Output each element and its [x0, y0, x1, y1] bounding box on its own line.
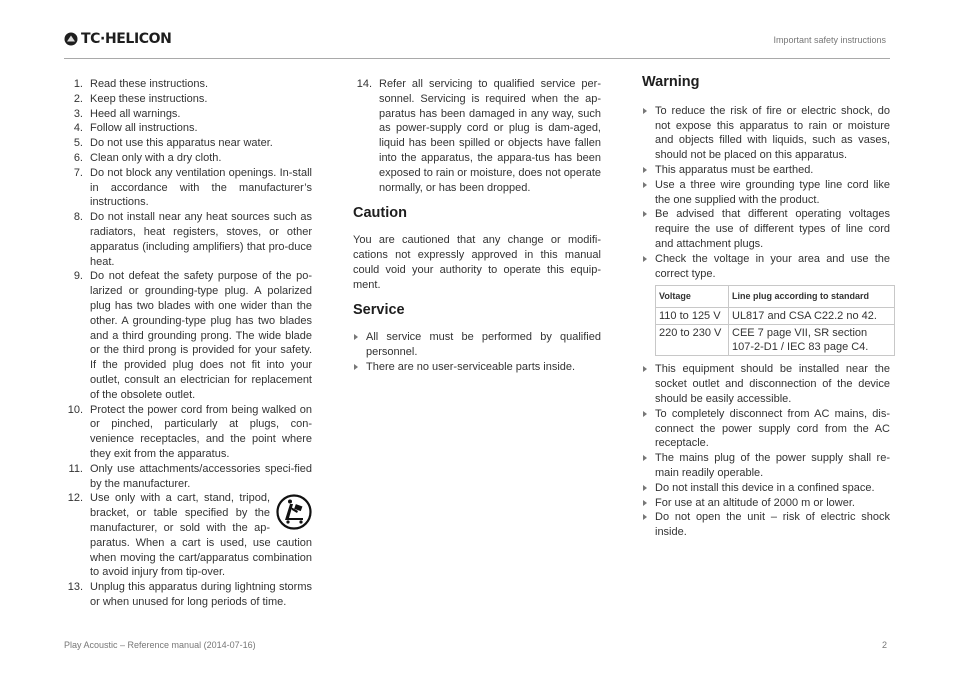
- bullet-triangle-icon: [643, 211, 647, 217]
- warning-heading: Warning: [642, 74, 700, 90]
- table-cell: 110 to 125 V: [656, 308, 729, 325]
- instructions-list: [64, 77, 312, 610]
- bullet-triangle-icon: [643, 167, 647, 173]
- logo-wordmark: TC·HELICON: [81, 31, 172, 47]
- bullet-triangle-icon: [354, 334, 358, 340]
- bullet-triangle-icon: [354, 364, 358, 370]
- list-item: For use at an altitude of 2000 m or lower.: [642, 496, 890, 511]
- brand-logo: [64, 30, 171, 48]
- table-row: [656, 325, 895, 356]
- warning-list-top: [642, 104, 890, 282]
- table-cell: 220 to 230 V: [656, 325, 729, 356]
- table-header-row: [656, 286, 895, 308]
- list-item: 5. Do not use this apparatus near water.: [73, 137, 273, 150]
- bullet-triangle-icon: [643, 108, 647, 114]
- list-item: There are no user-serviceable parts inside.: [353, 360, 601, 375]
- list-item: To reduce the risk of fire or electric shock, do not expose this apparatus to rain or moisture and objects filled with liquids, such as vases, should not be placed on this apparatus.: [642, 104, 890, 163]
- list-item: All service must be performed by qualified personnel.: [353, 330, 601, 360]
- list-item: Do not install this device in a confined space.: [642, 481, 890, 496]
- list-item: 4. Follow all instructions.: [73, 122, 198, 135]
- table-cell: UL817 and CSA C22.2 no 42.: [729, 308, 895, 325]
- list-item: 11. Only use attachments/accessories speci-fied by the manufacturer.: [68, 462, 312, 490]
- list-item: 2. Keep these instructions.: [73, 92, 208, 105]
- cart-tip-over-warning-icon: [276, 493, 312, 531]
- bullet-triangle-icon: [643, 182, 647, 188]
- voltage-table: [655, 285, 895, 356]
- list-item: 13. Unplug this apparatus during lightning storms or when unused for long periods of time.: [67, 581, 312, 608]
- list-item: 6. Clean only with a dry cloth.: [73, 151, 222, 164]
- header-divider: [64, 58, 890, 59]
- list-item: 1. Read these instructions.: [73, 78, 209, 90]
- footer-document-title: Play Acoustic – Reference manual (2014-07-16): [64, 640, 256, 650]
- service-list: [353, 330, 601, 374]
- service-heading: Service: [353, 302, 405, 319]
- bullet-triangle-icon: [643, 485, 647, 491]
- page-number: 2: [881, 640, 887, 650]
- table-header-cell: Line plug according to standard: [729, 286, 895, 308]
- bullet-triangle-icon: [643, 256, 647, 262]
- caution-text: You are cautioned that any change or modifi-cations not expressly approved in this manual could void your authority to operate this equip-ment.: [353, 234, 601, 291]
- instructions-list-continued: [353, 77, 601, 195]
- table-header-cell: Voltage: [656, 286, 729, 308]
- column-3: [642, 74, 890, 540]
- bullet-triangle-icon: [643, 366, 647, 372]
- list-item: The mains plug of the power supply shall re-main readily operable.: [642, 451, 890, 481]
- bullet-triangle-icon: [643, 411, 647, 417]
- list-item: 12. Use only with a cart, stand, tripod, bracket, or table specified by the manufacturer, or sold with the ap-paratus. When a cart is used, use caution when moving the cart/apparatus combination to avoid injury from tip-over.: [67, 492, 312, 579]
- list-item: This apparatus must be earthed.: [642, 163, 890, 178]
- list-item: Use a three wire grounding type line cord like the one supplied with the product.: [642, 178, 890, 208]
- list-item: 7. Do not block any ventilation openings. In-stall in accordance with the manufacturer’s instructions.: [73, 166, 312, 209]
- page-section-title: Important safety instructions: [773, 35, 886, 45]
- list-item: 8. Do not install near any heat sources such as radiators, heat registers, stoves, or other apparatus (including amplifiers) that pro-duce heat.: [73, 211, 312, 268]
- bullet-triangle-icon: [643, 500, 647, 506]
- list-item: Do not open the unit – risk of electric shock inside.: [642, 510, 890, 540]
- list-item: 14. Refer all servicing to qualified service per-sonnel. Servicing is required when the ap-paratus has been damaged in any way, such as power-supply cord or plug is dam-aged, liquid has been spilled or objects have fallen into the apparatus, the appara-tus has been exposed to rain or moisture, does not operate normally, or has been dropped.: [356, 78, 601, 194]
- list-item: 3. Heed all warnings.: [73, 107, 181, 120]
- list-item: 9. Do not defeat the safety purpose of the po-larized or grounding-type plug. A polarized plug has two blades with one wider than the other. A grounding-type plug has two blades and a third grounding prong. The wide blade or the third prong is provided for your safety. If the provided plug does not fit into your outlet, consult an electrician for replacement of the obsolete outlet.: [73, 270, 312, 401]
- list-item: This equipment should be installed near the socket outlet and disconnection of the device should be easily accessible.: [642, 362, 890, 406]
- bullet-triangle-icon: [643, 455, 647, 461]
- bullet-triangle-icon: [643, 514, 647, 520]
- logo-mark-icon: [64, 32, 78, 46]
- column-2: [353, 77, 601, 375]
- list-item: 10. Protect the power cord from being walked on or pinched, particularly at plugs, con-venience receptacles, and the point where they exit from the apparatus.: [67, 403, 312, 460]
- list-item: Be advised that different operating voltages require the use of different types of line cord and attachment plugs.: [642, 207, 890, 251]
- table-cell: CEE 7 page VII, SR section 107-2-D1 / IEC 83 page C4.: [729, 325, 895, 356]
- warning-list-bottom: [642, 362, 890, 540]
- column-1: [64, 77, 312, 610]
- table-row: [656, 308, 895, 325]
- list-item: Check the voltage in your area and use the correct type.: [642, 252, 890, 282]
- list-item: To completely disconnect from AC mains, dis-connect the power supply cord from the AC receptacle.: [642, 407, 890, 451]
- caution-heading: Caution: [353, 205, 407, 222]
